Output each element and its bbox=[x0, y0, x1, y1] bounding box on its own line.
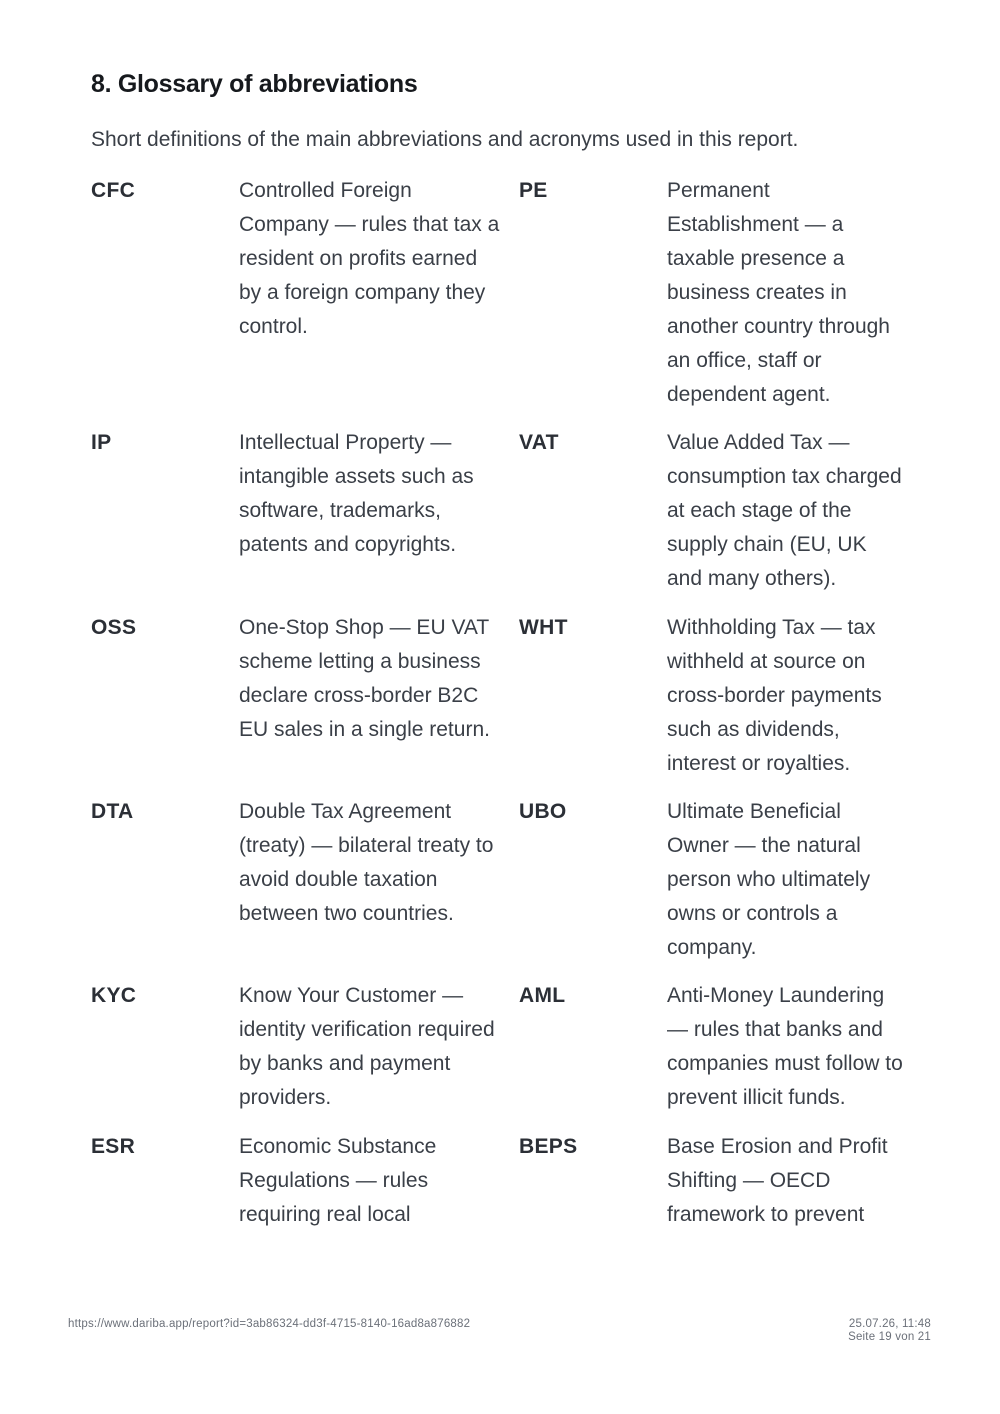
glossary-term: AML bbox=[519, 984, 566, 1008]
footer-meta bbox=[848, 1318, 931, 1344]
section-heading: 8. Glossary of abbreviations bbox=[91, 70, 418, 98]
glossary-definition: Ultimate Beneficial Owner — the natural person who ultimately owns or controls a company. bbox=[667, 799, 871, 959]
glossary-term: UBO bbox=[519, 799, 567, 823]
glossary-definition: Withholding Tax — tax withheld at source on cross-border payments such as dividends, interest or royalties. bbox=[667, 615, 882, 775]
glossary-definition: Economic Substance Regulations — rules requiring real local bbox=[239, 1134, 437, 1226]
footer-datetime: 25.07.26, 11:48 bbox=[848, 1318, 931, 1330]
glossary-term: BEPS bbox=[519, 1134, 578, 1158]
glossary-term: PE bbox=[519, 179, 548, 202]
glossary-definition: Anti-Money Laundering — rules that banks and companies must follow to prevent illicit funds. bbox=[667, 984, 903, 1110]
glossary-definition: Intellectual Property — intangible assets such as software, trademarks, patents and copyrights. bbox=[239, 431, 474, 557]
footer-page-number: Seite 19 von 21 bbox=[848, 1331, 931, 1343]
glossary-definition: One-Stop Shop — EU VAT scheme letting a business declare cross-border B2C EU sales in a single return. bbox=[239, 615, 490, 741]
glossary-term: DTA bbox=[91, 799, 134, 823]
glossary-term: WHT bbox=[519, 615, 568, 639]
glossary-term: KYC bbox=[91, 984, 137, 1008]
glossary-term: VAT bbox=[519, 431, 559, 455]
glossary-definition: Permanent Establishment — a taxable presence a business creates in another country through an office, staff or dependent agent. bbox=[667, 179, 890, 406]
footer-url: https://www.dariba.app/report?id=3ab86324-dd3f-4715-8140-16ad8a876882 bbox=[68, 1318, 471, 1330]
glossary-term: CFC bbox=[91, 179, 136, 202]
glossary-definition: Value Added Tax — consumption tax charged at each stage of the supply chain (EU, UK and many others). bbox=[667, 431, 902, 591]
glossary-definition: Know Your Customer — identity verification required by banks and payment providers. bbox=[239, 984, 495, 1110]
glossary-definition: Double Tax Agreement (treaty) — bilateral treaty to avoid double taxation between two countries. bbox=[239, 799, 494, 925]
glossary-definition: Base Erosion and Profit Shifting — OECD framework to prevent bbox=[667, 1134, 888, 1226]
section-intro: Short definitions of the main abbreviations and acronyms used in this report. bbox=[91, 128, 799, 151]
glossary-grid bbox=[91, 174, 921, 1234]
glossary-term: ESR bbox=[91, 1134, 136, 1158]
glossary-term: IP bbox=[91, 431, 112, 455]
glossary-term: OSS bbox=[91, 615, 137, 639]
glossary-definition: Controlled Foreign Company — rules that tax a resident on profits earned by a foreign company they control. bbox=[239, 179, 500, 338]
